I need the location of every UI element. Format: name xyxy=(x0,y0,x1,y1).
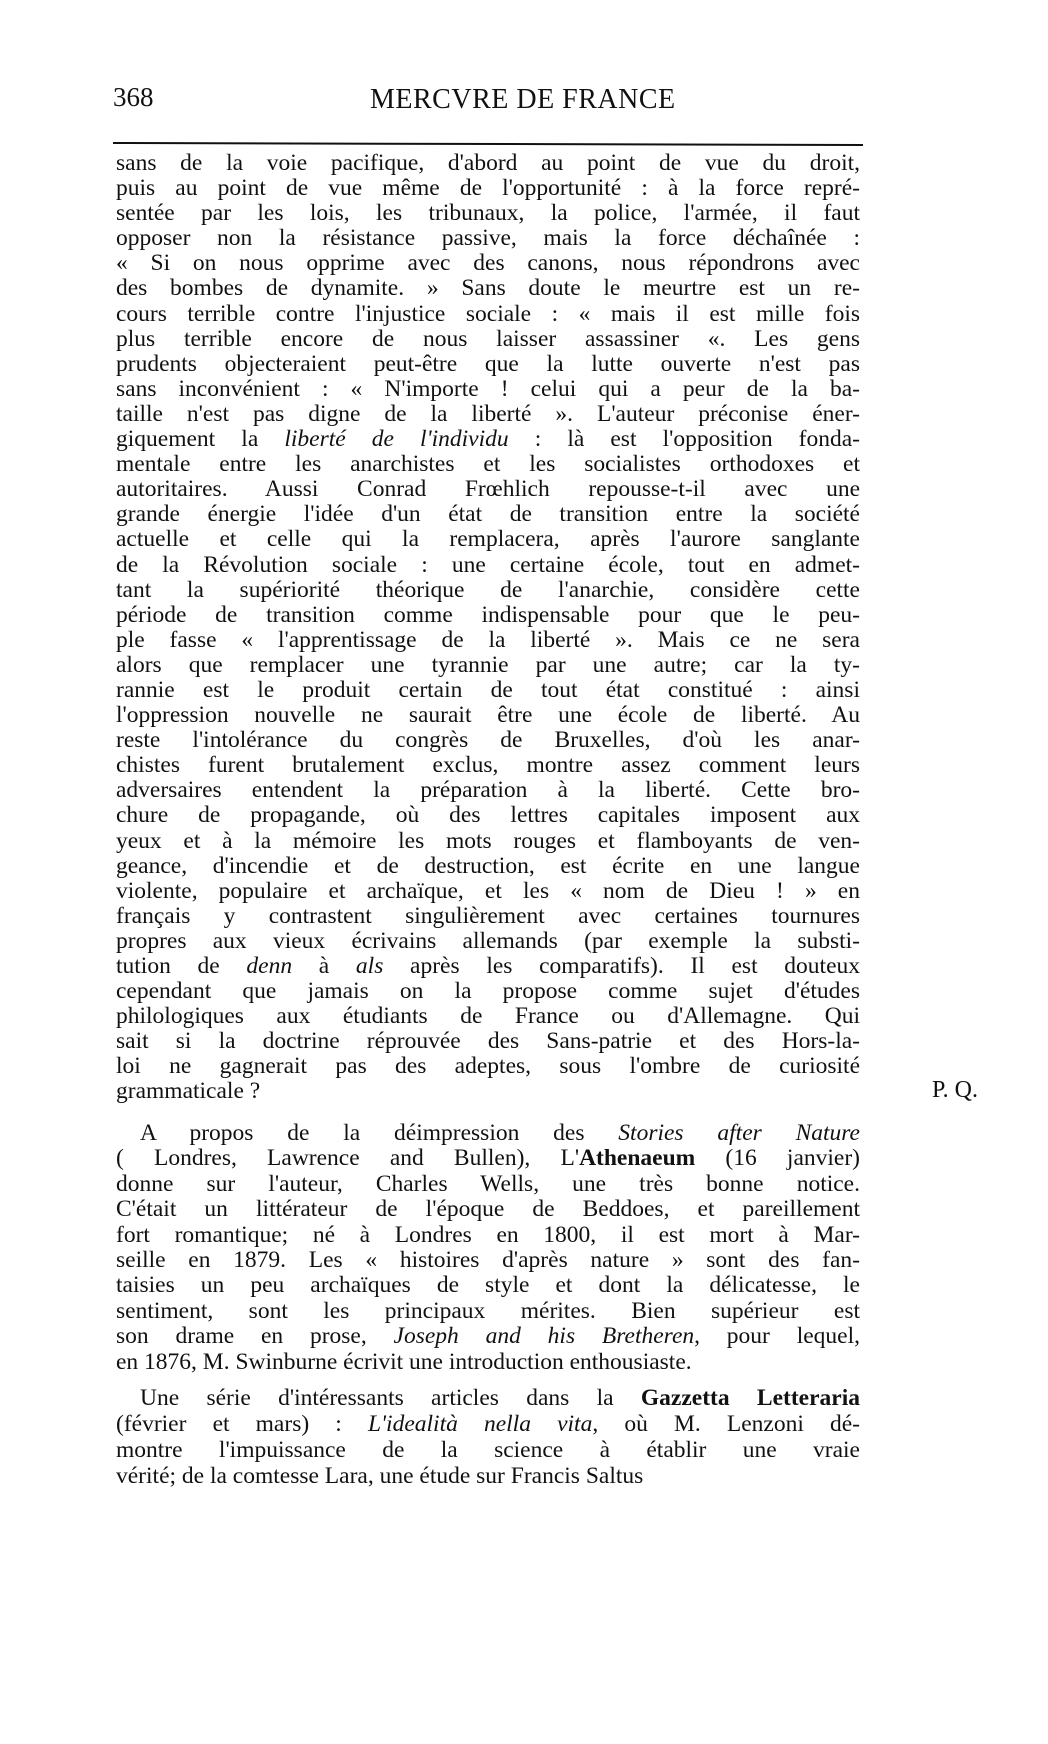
text-segment: loi ne gagnerait pas des adeptes, sous l'ombre de curiosité xyxy=(116,1053,860,1080)
italic-text: Stories after Nature xyxy=(618,1120,860,1146)
text-segment: yeux et à la mémoire les mots rouges et flamboyants de ven- xyxy=(116,827,860,854)
text-line xyxy=(116,1437,860,1463)
text-line xyxy=(116,778,860,803)
text-line xyxy=(116,402,860,427)
text-segment: cours terrible contre l'injustice sociale : « mais il est mille fois xyxy=(116,300,860,327)
text-segment: tution de xyxy=(116,953,247,979)
text-segment: à xyxy=(292,953,356,979)
text-line xyxy=(116,1029,860,1054)
text-line xyxy=(116,728,860,753)
text-segment: C'était un littérateur de l'époque de Beddoes, et pareillement xyxy=(116,1196,860,1223)
text-segment: taille n'est pas digne de la liberté ». L'auteur préconise éner- xyxy=(116,400,860,427)
text-line xyxy=(116,1197,860,1222)
text-segment: giquement la xyxy=(116,426,285,453)
text-segment: montre l'impuissance de la science à établir une vraie xyxy=(116,1437,860,1463)
header-rule xyxy=(113,142,863,146)
text-segment: propres aux vieux écrivains allemands (par exemple la substi- xyxy=(116,927,860,954)
text-segment: sans inconvénient : « N'importe ! celui qui a peur de la ba- xyxy=(116,375,860,402)
text-segment: A propos de la déimpression des xyxy=(140,1120,619,1146)
text-line xyxy=(116,201,860,226)
text-line xyxy=(116,276,860,301)
bold-text: Athenaeum xyxy=(579,1145,696,1172)
text-line xyxy=(116,1273,860,1298)
text-line xyxy=(116,703,860,728)
text-segment: son drame en prose, xyxy=(116,1323,394,1350)
text-line xyxy=(116,302,860,327)
text-line xyxy=(116,327,860,352)
text-line xyxy=(116,1121,860,1146)
text-segment: fort romantique; né à Londres en 1800, il est mort à Mar- xyxy=(116,1221,860,1248)
text-line xyxy=(116,578,860,603)
text-segment: vérité; de la comtesse Lara, une étude sur Francis Saltus xyxy=(116,1463,644,1489)
text-segment: prudents objecteraient peut-être que la lutte ouverte n'est pas xyxy=(116,350,860,377)
text-line xyxy=(116,1385,860,1411)
text-line xyxy=(116,251,860,276)
text-segment: : là est l'opposition fonda- xyxy=(508,426,860,453)
italic-text: denn xyxy=(246,953,293,979)
text-segment: ple fasse « l'apprentissage de la liberté ». Mais ce ne sera xyxy=(116,626,860,653)
text-segment: période de transition comme indispensable pour que le peu- xyxy=(116,601,860,628)
text-segment: sentée par les lois, les tribunaux, la police, l'armée, il faut xyxy=(116,200,860,227)
text-line xyxy=(116,226,860,251)
text-segment: reste l'intolérance du congrès de Bruxelles, d'où les anar- xyxy=(116,727,860,754)
text-segment: sans de la voie pacifique, d'abord au point de vue du droit, xyxy=(116,150,860,176)
text-line xyxy=(116,678,860,703)
text-segment: taisies un peu archaïques de style et dont la délicatesse, le xyxy=(116,1272,860,1299)
text-segment: puis au point de vue même de l'opportunité : à la force repré- xyxy=(116,175,860,202)
text-line xyxy=(116,1299,860,1324)
text-segment: « Si on nous opprime avec des canons, nous répondrons avec xyxy=(116,250,860,277)
text-segment: tant la supériorité théorique de l'anarchie, considère cette xyxy=(116,576,860,603)
italic-text: L'idealità nella vita xyxy=(367,1411,593,1437)
text-line xyxy=(116,1350,860,1375)
text-segment: philologiques aux étudiants de France ou d'Allemagne. Qui xyxy=(116,1003,860,1030)
running-head: MERCVRE DE FRANCE xyxy=(370,84,676,115)
text-line xyxy=(116,603,860,628)
text-segment: (16 janvier) xyxy=(695,1145,860,1172)
paragraph-2 xyxy=(116,1121,860,1375)
text-line xyxy=(116,527,860,552)
text-segment: (février et mars) : xyxy=(116,1411,368,1437)
text-line xyxy=(116,1079,860,1104)
text-line xyxy=(116,904,860,929)
text-line xyxy=(116,1054,860,1079)
signature: P. Q. xyxy=(931,1077,978,1103)
text-segment: adversaires entendent la préparation à la liberté. Cette bro- xyxy=(116,777,860,804)
italic-text: Joseph and his Bretheren xyxy=(393,1323,695,1350)
text-segment: rannie est le produit certain de tout état constitué : ainsi xyxy=(116,676,860,703)
text-segment: après les comparatifs). Il est douteux xyxy=(383,953,860,979)
text-segment: plus terrible encore de nous laisser assassiner «. Les gens xyxy=(116,325,860,352)
text-segment: sait si la doctrine réprouvée des Sans-patrie et des Hors-la- xyxy=(116,1028,860,1055)
text-segment: cependant que jamais on la propose comme sujet d'études xyxy=(116,978,860,1005)
text-segment: ( Londres, Lawrence and Bullen), L' xyxy=(116,1145,580,1172)
italic-text: liberté de l'individu xyxy=(284,426,509,453)
text-segment: sentiment, sont les principaux mérites. Bien supérieur est xyxy=(116,1297,860,1324)
text-line xyxy=(116,753,860,778)
text-line xyxy=(116,879,860,904)
text-line xyxy=(116,477,860,502)
text-segment: en 1876, M. Swinburne écrivit une introduction enthousiaste. xyxy=(116,1348,692,1375)
text-line xyxy=(116,1411,860,1437)
text-line xyxy=(116,452,860,477)
paragraph-1 xyxy=(116,151,860,1105)
text-segment: chure de propagande, où des lettres capitales imposent aux xyxy=(116,802,860,829)
text-line xyxy=(116,176,860,201)
text-segment: violente, populaire et archaïque, et les « nom de Dieu ! » en xyxy=(116,877,860,904)
text-line xyxy=(116,979,860,1004)
text-line xyxy=(116,954,860,979)
text-line xyxy=(116,553,860,578)
text-line xyxy=(116,653,860,678)
text-line xyxy=(116,628,860,653)
text-segment: seille en 1879. Les « histoires d'après nature » sont des fan- xyxy=(116,1246,860,1273)
text-segment: de la Révolution sociale : une certaine école, tout en admet- xyxy=(116,551,860,578)
text-line xyxy=(116,502,860,527)
text-line xyxy=(116,854,860,879)
text-line xyxy=(116,803,860,828)
text-line xyxy=(116,1004,860,1029)
text-line xyxy=(116,151,860,176)
bold-text: Gazzetta Letteraria xyxy=(640,1385,860,1411)
text-line xyxy=(116,1463,860,1489)
text-line xyxy=(116,1172,860,1197)
text-segment: , où M. Lenzoni dé- xyxy=(592,1411,861,1437)
text-segment: , pour lequel, xyxy=(694,1323,860,1350)
paragraph-3 xyxy=(116,1385,860,1489)
text-line xyxy=(116,829,860,854)
text-line xyxy=(116,377,860,402)
text-segment: geance, d'incendie et de destruction, est écrite en une langue xyxy=(116,852,860,879)
text-line xyxy=(116,1248,860,1273)
text-segment: français y contrastent singulièrement avec certaines tournures xyxy=(116,902,860,929)
italic-text: als xyxy=(355,953,384,979)
text-line xyxy=(116,929,860,954)
text-line xyxy=(116,1146,860,1171)
text-segment: l'oppression nouvelle ne saurait être une école de liberté. Au xyxy=(116,702,860,729)
text-line xyxy=(116,1324,860,1349)
text-segment: mentale entre les anarchistes et les socialistes orthodoxes et xyxy=(116,451,860,478)
text-segment: alors que remplacer une tyrannie par une autre; car la ty- xyxy=(116,651,860,678)
text-segment: grammaticale ? xyxy=(116,1078,261,1105)
text-line xyxy=(116,1223,860,1248)
text-segment: Une série d'intéressants articles dans la xyxy=(140,1385,641,1411)
text-line xyxy=(116,352,860,377)
text-segment: des bombes de dynamite. » Sans doute le meurtre est un re- xyxy=(116,275,860,302)
text-segment: grande énergie l'idée d'un état de transition entre la société xyxy=(116,501,860,528)
text-segment: opposer non la résistance passive, mais la force déchaînée : xyxy=(116,225,860,252)
text-segment: chistes furent brutalement exclus, montre assez comment leurs xyxy=(116,752,860,779)
text-segment: actuelle et celle qui la remplacera, après l'aurore sanglante xyxy=(116,526,860,553)
text-line xyxy=(116,427,860,452)
page-number: 368 xyxy=(113,82,154,112)
text-segment: donne sur l'auteur, Charles Wells, une très bonne notice. xyxy=(116,1170,860,1197)
text-segment: autoritaires. Aussi Conrad Frœhlich repousse-t-il avec une xyxy=(116,476,860,503)
